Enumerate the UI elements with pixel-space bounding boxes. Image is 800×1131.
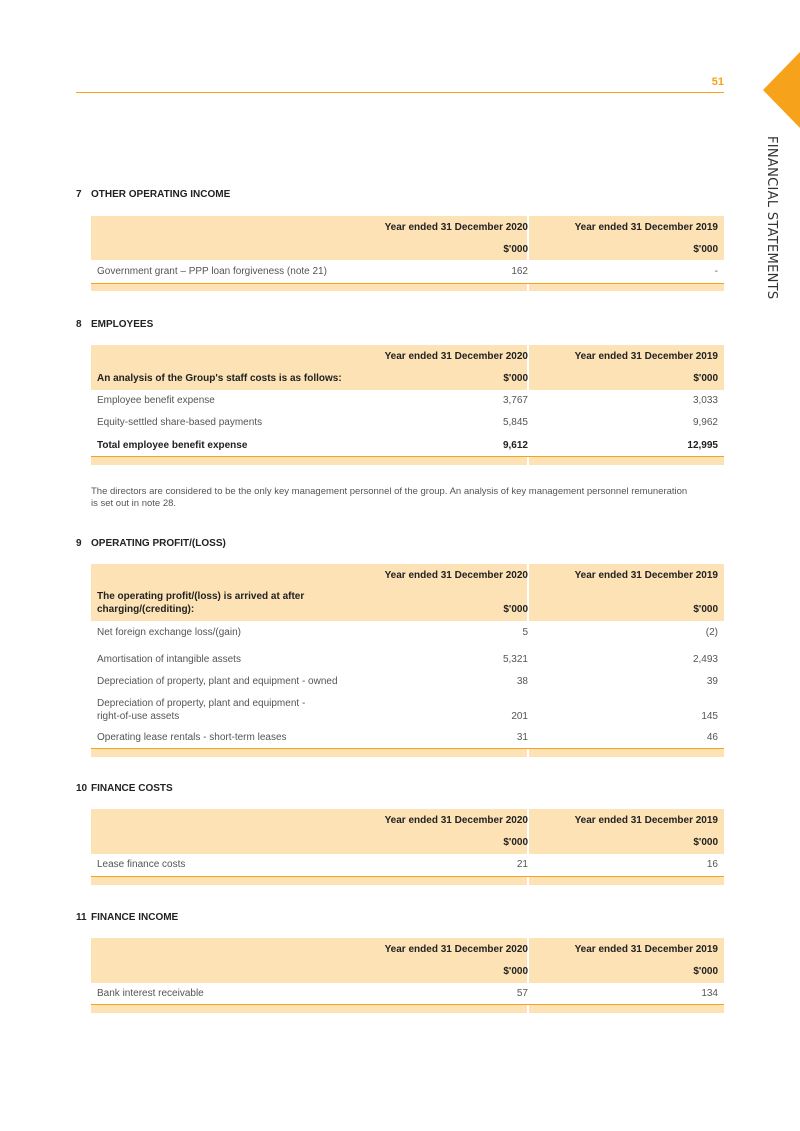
col-2020-head: Year ended 31 December 2020 (384, 222, 528, 233)
col-2020-unit: $'000 (503, 373, 528, 384)
col-2019-head: Year ended 31 December 2019 (574, 351, 718, 362)
value-2019: (2) (705, 627, 718, 638)
total-2019: 12,995 (687, 440, 718, 451)
value-2019: 9,962 (692, 417, 718, 428)
table-header (91, 564, 724, 621)
value-2020: 31 (516, 732, 528, 743)
employees-note: The directors are considered to be the only key management personnel of the group. An analysis of key management personnel remuneration is set out in note 28. (91, 486, 688, 509)
value-2019: - (714, 266, 718, 277)
column-separator (527, 1005, 529, 1013)
row-label: Employee benefit expense (97, 395, 215, 406)
section-finance-income (76, 911, 724, 999)
col-2020-unit: $'000 (503, 837, 528, 848)
section-heading (76, 537, 724, 551)
row-label: Amortisation of intangible assets (97, 654, 241, 665)
corner-tab-shape (763, 52, 800, 128)
table-row (91, 647, 724, 669)
col-2020-head: Year ended 31 December 2020 (384, 351, 528, 362)
value-2020: 5,845 (502, 417, 528, 428)
value-2019: 46 (706, 732, 718, 743)
value-2019: 39 (706, 676, 718, 687)
page-number: 51 (711, 76, 724, 88)
row-label: Depreciation of property, plant and equipment - owned (97, 676, 338, 687)
col-2019-unit: $'000 (693, 837, 718, 848)
col-2019-unit: $'000 (693, 604, 718, 615)
value-2020: 57 (516, 988, 528, 999)
table-row (91, 390, 724, 412)
row-label-line-2: right-of-use assets (97, 711, 180, 722)
value-2019: 16 (706, 859, 718, 870)
table-footer-band (91, 877, 724, 885)
row-label: Equity-settled share-based payments (97, 417, 263, 428)
col-2019-unit: $'000 (693, 966, 718, 977)
table-header (91, 809, 724, 854)
value-2020: 3,767 (502, 395, 528, 406)
total-2020: 9,612 (502, 440, 528, 451)
section-operating-profit (76, 537, 724, 743)
column-separator (527, 749, 529, 757)
table-row (91, 669, 724, 691)
column-separator (527, 457, 529, 465)
section-title: OTHER OPERATING INCOME (91, 189, 231, 200)
table-row (91, 726, 724, 748)
col-2019-head: Year ended 31 December 2019 (574, 222, 718, 233)
table-row (91, 412, 724, 434)
value-2019: 3,033 (692, 395, 718, 406)
analysis-label: An analysis of the Group's staff costs is as follows: (97, 373, 342, 384)
row-label: Bank interest receivable (97, 988, 204, 999)
table-finance-costs (91, 809, 724, 876)
table-operating-profit (91, 564, 724, 748)
row-label-line-1: Depreciation of property, plant and equipment - (97, 698, 306, 709)
value-2019: 2,493 (692, 654, 718, 665)
section-heading (76, 188, 724, 202)
analysis-label-line-2: charging/(crediting): (97, 604, 195, 615)
section-heading (76, 318, 724, 332)
section-number: 9 (76, 538, 82, 549)
table-employees (91, 345, 724, 456)
column-separator (527, 284, 529, 291)
table-row (91, 691, 724, 726)
col-2020-unit: $'000 (503, 244, 528, 255)
value-2020: 162 (511, 266, 528, 277)
section-heading (76, 782, 724, 796)
col-2019-head: Year ended 31 December 2019 (574, 815, 718, 826)
row-label: Operating lease rentals - short-term leases (97, 732, 287, 743)
column-separator (527, 877, 529, 885)
value-2020: 201 (511, 711, 528, 722)
row-label: Lease finance costs (97, 859, 186, 870)
value-2020: 5,321 (502, 654, 528, 665)
row-label: Net foreign exchange loss/(gain) (97, 627, 241, 638)
col-2020-unit: $'000 (503, 604, 528, 615)
section-heading (76, 911, 724, 925)
col-2019-head: Year ended 31 December 2019 (574, 944, 718, 955)
table-header (91, 216, 724, 260)
table-other-operating-income (91, 216, 724, 282)
table-footer-band (91, 1005, 724, 1013)
col-2020-head: Year ended 31 December 2020 (384, 570, 528, 581)
section-title: OPERATING PROFIT/(LOSS) (91, 538, 226, 549)
table-footer-band (91, 457, 724, 465)
col-2019-unit: $'000 (693, 373, 718, 384)
table-header (91, 938, 724, 983)
side-title-text: FINANCIAL STATEMENTS (764, 136, 779, 300)
header-rule (76, 92, 724, 93)
table-header (91, 345, 724, 390)
col-2019-head: Year ended 31 December 2019 (574, 570, 718, 581)
section-number: 7 (76, 189, 82, 200)
side-title (758, 136, 784, 300)
table-row (91, 621, 724, 647)
row-label: Government grant – PPP loan forgiveness (note 21) (97, 266, 327, 277)
section-title: EMPLOYEES (91, 319, 154, 330)
col-2019-unit: $'000 (693, 244, 718, 255)
value-2019: 134 (701, 988, 718, 999)
table-finance-income (91, 938, 724, 1004)
section-number: 11 (76, 912, 87, 923)
section-title: FINANCE INCOME (91, 912, 179, 923)
col-2020-unit: $'000 (503, 966, 528, 977)
col-2020-head: Year ended 31 December 2020 (384, 944, 528, 955)
value-2019: 145 (701, 711, 718, 722)
table-footer-band (91, 749, 724, 757)
total-row (91, 434, 724, 456)
total-label: Total employee benefit expense (97, 440, 248, 451)
table-footer-band (91, 284, 724, 291)
value-2020: 38 (516, 676, 528, 687)
value-2020: 21 (516, 859, 528, 870)
section-number: 8 (76, 319, 82, 330)
table-row (91, 260, 724, 282)
value-2020: 5 (522, 627, 528, 638)
col-2020-head: Year ended 31 December 2020 (384, 815, 528, 826)
section-finance-costs (76, 782, 724, 870)
table-row (91, 854, 724, 876)
section-number: 10 (76, 783, 88, 794)
analysis-label-line-1: The operating profit/(loss) is arrived at after (97, 591, 305, 602)
section-other-operating-income (76, 188, 724, 277)
section-title: FINANCE COSTS (91, 783, 173, 794)
table-row (91, 983, 724, 1004)
section-employees (76, 318, 724, 451)
